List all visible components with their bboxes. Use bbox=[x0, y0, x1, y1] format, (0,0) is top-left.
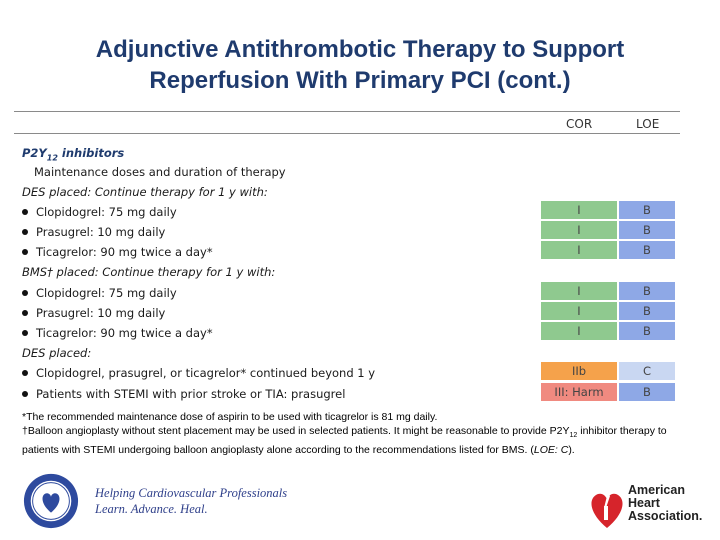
subhead: Maintenance doses and duration of therapy bbox=[34, 165, 286, 179]
footnote-1: *The recommended maintenance dose of aspirin to be used with ticagrelor is 81 mg daily. bbox=[22, 411, 438, 423]
bullet-icon bbox=[22, 209, 28, 215]
header-rule bbox=[14, 133, 680, 134]
loe-cell: B bbox=[619, 221, 675, 239]
list-item: Patients with STEMI with prior stroke or TIA: prasugrel bbox=[22, 387, 345, 401]
bullet-icon bbox=[22, 249, 28, 255]
footnote-2: †Balloon angioplasty without stent placement may be used in selected patients. It might be reasonable to provide $P2Y_{12}$ inhibitor therapy to patients with STEMI undergoing balloon angioplasty alone according to the recommendations listed for BMS. (LOE: C). bbox=[22, 425, 667, 457]
bullet-icon bbox=[22, 370, 28, 376]
cor-cell: I bbox=[541, 241, 617, 259]
group-label-bms: BMS† placed: Continue therapy for 1 y with: bbox=[22, 265, 276, 279]
bullet-icon bbox=[22, 310, 28, 316]
footnotes bbox=[22, 410, 682, 457]
loe-cell: B bbox=[619, 383, 675, 401]
loe-cell: B bbox=[619, 282, 675, 300]
bullet-icon bbox=[22, 330, 28, 336]
cor-header: COR bbox=[566, 117, 593, 131]
loe-cell: C bbox=[619, 362, 675, 380]
title-line-1: Adjunctive Antithrombotic Therapy to Support bbox=[95, 36, 625, 63]
list-item: Prasugrel: 10 mg daily bbox=[22, 306, 165, 320]
group-label-des-beyond: DES placed: bbox=[22, 346, 92, 360]
list-item: Prasugrel: 10 mg daily bbox=[22, 225, 165, 239]
group-label-des: DES placed: Continue therapy for 1 y with: bbox=[22, 185, 268, 199]
cor-cell: I bbox=[541, 282, 617, 300]
top-rule bbox=[14, 111, 680, 112]
loe-cell: B bbox=[619, 201, 675, 219]
list-item: Clopidogrel, prasugrel, or ticagrelor* continued beyond 1 y bbox=[22, 366, 375, 380]
acc-seal-icon bbox=[22, 472, 80, 530]
cor-cell: III: Harm bbox=[541, 383, 617, 401]
section-title: $P2Y_{12}$ inhibitors bbox=[22, 146, 125, 163]
loe-cell: B bbox=[619, 322, 675, 340]
bullet-icon bbox=[22, 229, 28, 235]
aha-heart-torch-icon bbox=[586, 478, 628, 530]
cor-cell: I bbox=[541, 302, 617, 320]
list-item: Ticagrelor: 90 mg twice a day* bbox=[22, 326, 213, 340]
loe-cell: B bbox=[619, 302, 675, 320]
cor-cell: I bbox=[541, 221, 617, 239]
acc-tagline: Helping Cardiovascular Professionals Learn. Advance. Heal. bbox=[95, 486, 288, 516]
list-item: Clopidogrel: 75 mg daily bbox=[22, 286, 177, 300]
loe-header: LOE bbox=[636, 117, 660, 131]
list-item: Ticagrelor: 90 mg twice a day* bbox=[22, 245, 213, 259]
loe-cell: B bbox=[619, 241, 675, 259]
aha-wordmark: American Heart Association. bbox=[628, 483, 703, 523]
cor-cell: I bbox=[541, 201, 617, 219]
cor-cell: I bbox=[541, 322, 617, 340]
title-line-2: Reperfusion With Primary PCI (cont.) bbox=[149, 67, 571, 94]
bullet-icon bbox=[22, 391, 28, 397]
cor-cell: IIb bbox=[541, 362, 617, 380]
list-item: Clopidogrel: 75 mg daily bbox=[22, 205, 177, 219]
slide-title bbox=[0, 34, 720, 96]
bullet-icon bbox=[22, 290, 28, 296]
